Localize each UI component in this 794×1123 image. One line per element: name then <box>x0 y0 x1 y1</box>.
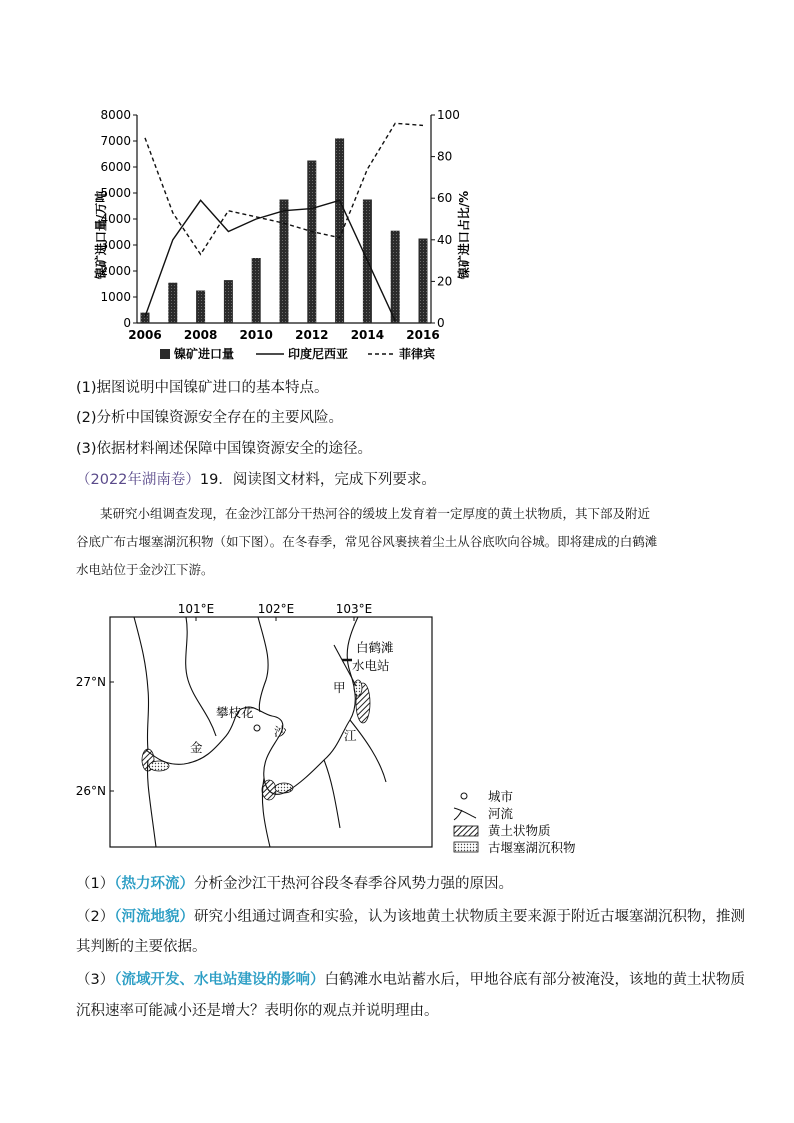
question-2-2-tag: （河流地貌） <box>114 909 194 925</box>
import-bar-2009 <box>224 280 233 323</box>
right-axis-label: 镍矿进口占比/% <box>457 190 471 280</box>
legend-river-icon <box>454 808 476 820</box>
map-legend <box>454 789 576 855</box>
question-2-1-tag: （热力环流） <box>114 876 194 892</box>
legend-bar-swatch <box>160 349 170 359</box>
x-tick-label: 2010 <box>239 328 273 342</box>
legend-loess: 黄土状物质 <box>488 823 551 838</box>
import-bar-2012 <box>307 161 316 324</box>
right-tick-label: 100 <box>437 108 460 122</box>
left-tick-label: 5000 <box>100 186 131 200</box>
lon-label-103: 103°E <box>335 602 373 616</box>
import-bar-2010 <box>252 258 261 323</box>
legend-city: 城市 <box>488 789 514 804</box>
city-label: 攀枝花 <box>216 705 254 720</box>
question-2-3-text: 白鹤滩水电站蓄水后，甲地谷底有部分被淹没，该地的黄土状物质 <box>324 972 745 988</box>
right-tick-label: 0 <box>437 316 445 330</box>
river-tributary-west <box>134 617 149 750</box>
chart-bars <box>141 138 428 323</box>
left-tick-label: 7000 <box>100 134 131 148</box>
question-2-3-tag: （流域开发、水电站建设的影响） <box>114 972 325 988</box>
question-1-3: (3)依据材料阐述保障中国镍资源安全的途径。 <box>76 441 373 457</box>
question-2-3 <box>76 970 745 990</box>
x-tick-label: 2016 <box>406 328 440 342</box>
problem-heading <box>76 470 436 490</box>
x-tick-label: 2008 <box>183 328 218 342</box>
question-2-1-text: 分析金沙江干热河谷段冬春季谷风势力强的原因。 <box>193 876 513 892</box>
import-bar-2006 <box>141 313 150 323</box>
material-line-2: 谷底广布古堰塞湖沉积物（如下图）。在冬春季，常见谷风裹挟着尘土从谷底吹向谷城。即将建成的白鹤滩 <box>76 534 658 549</box>
legend-lake-swatch <box>454 842 478 852</box>
river-tributary-southeast <box>324 760 340 828</box>
problem-intro: 19．阅读图文材料，完成下列要求。 <box>199 472 436 488</box>
right-tick-label: 40 <box>437 232 453 247</box>
legend-label-indonesia: 印度尼西亚 <box>288 347 349 361</box>
question-2-2 <box>76 907 745 927</box>
deposits <box>142 680 370 800</box>
question-2-3-cont: 沉积速率可能减小还是增大？表明你的观点并说明理由。 <box>76 1003 439 1019</box>
legend-label-bar: 镍矿进口量 <box>174 347 235 361</box>
right-tick-label: 20 <box>437 274 453 289</box>
import-bar-2011 <box>280 200 289 324</box>
river-label-jin: 金 <box>190 740 203 755</box>
river-label-sha: 沙 <box>274 724 287 739</box>
jinsha-river-map <box>76 600 616 862</box>
left-tick-label: 8000 <box>100 108 131 122</box>
yalong-river <box>258 617 268 712</box>
dam-label-2: 水电站 <box>352 658 390 673</box>
question-2-3-num: （3） <box>76 972 115 988</box>
lon-label-101: 101°E <box>177 602 215 616</box>
material-line-3: 水电站位于金沙江下游。 <box>76 562 214 577</box>
legend-city-icon <box>461 793 467 799</box>
legend-river: 河流 <box>488 806 514 821</box>
question-1-1: (1)据图说明中国镍矿进口的基本特点。 <box>76 380 329 396</box>
left-axis-label: 镍矿进口量/万吨 <box>94 190 108 280</box>
question-2-1-num: （1） <box>76 876 115 892</box>
lon-label-102: 102°E <box>257 602 295 616</box>
river-tributary-west-2 <box>147 760 156 847</box>
lat-label-27: 27°N <box>76 675 106 689</box>
left-tick-label: 2000 <box>100 264 131 278</box>
legend-loess-swatch <box>454 826 478 836</box>
river-tributary-northwest <box>186 617 216 736</box>
import-bar-2007 <box>168 283 177 323</box>
site-label-jia: 甲 <box>333 680 346 695</box>
left-tick-label: 0 <box>123 316 131 330</box>
indonesia-line <box>145 200 395 321</box>
dam-label-1: 白鹤滩 <box>356 640 394 655</box>
chart-legend <box>160 346 435 361</box>
left-tick-label: 4000 <box>100 212 131 226</box>
import-bar-2016 <box>419 239 428 324</box>
question-2-2-num: （2） <box>76 909 115 925</box>
left-tick-label: 3000 <box>100 238 131 252</box>
right-tick-label: 60 <box>437 191 453 206</box>
question-1-2: (2)分析中国镍资源安全存在的主要风险。 <box>76 410 344 426</box>
material-line-1: 某研究小组调查发现，在金沙江部分干热河谷的缓坡上发育着一定厚度的黄土状物质，其下部及附近 <box>100 506 651 521</box>
x-tick-label: 2006 <box>128 328 162 342</box>
x-tick-label: 2012 <box>295 328 329 342</box>
lat-label-26: 26°N <box>76 784 106 798</box>
legend-lake: 古堰塞湖沉积物 <box>488 840 576 855</box>
import-bar-2008 <box>196 291 205 324</box>
question-2-1 <box>76 874 513 894</box>
right-tick-label: 80 <box>437 149 453 164</box>
problem-source: （2022年湖南卷） <box>76 472 200 488</box>
lake-deposit-south <box>275 783 293 793</box>
x-tick-label: 2014 <box>350 328 385 342</box>
nickel-import-chart <box>90 105 480 367</box>
river-label-jiang: 江 <box>344 728 357 743</box>
import-bar-2015 <box>391 231 400 323</box>
question-2-2-cont: 其判断的主要依据。 <box>76 939 207 955</box>
left-tick-label: 6000 <box>100 160 131 174</box>
city-marker <box>254 725 260 731</box>
legend-label-philippines: 菲律宾 <box>399 347 436 361</box>
left-tick-label: 1000 <box>100 290 131 304</box>
question-2-2-text: 研究小组通过调查和实验，认为该地黄土状物质主要来源于附近古堰塞湖沉积物，推测 <box>193 909 745 925</box>
